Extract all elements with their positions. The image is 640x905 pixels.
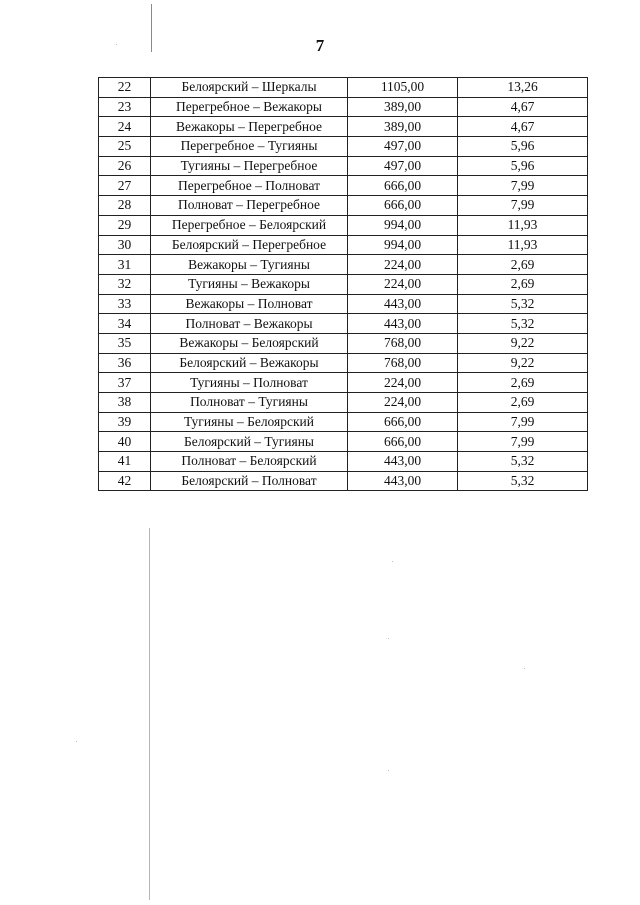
route-cell: Вежакоры – Тугияны: [151, 255, 348, 275]
scan-speck: [392, 561, 393, 562]
table-row: [99, 137, 588, 157]
row-number-cell: 28: [99, 196, 151, 216]
row-number-cell: 41: [99, 452, 151, 472]
route-cell: Полноват – Тугияны: [151, 393, 348, 413]
rate-cell: 9,22: [458, 353, 588, 373]
scan-speck: [388, 638, 389, 639]
page-number: 7: [315, 36, 325, 55]
route-cell: Белоярский – Вежакоры: [151, 353, 348, 373]
table-row: [99, 393, 588, 413]
row-number-cell: 23: [99, 97, 151, 117]
table-row: [99, 333, 588, 353]
table-row: [99, 117, 588, 137]
route-cell: Вежакоры – Белоярский: [151, 333, 348, 353]
table-row: [99, 97, 588, 117]
price-cell: 666,00: [348, 196, 458, 216]
route-cell: Перегребное – Полноват: [151, 176, 348, 196]
row-number-cell: 38: [99, 393, 151, 413]
row-number-cell: 30: [99, 235, 151, 255]
price-cell: 224,00: [348, 255, 458, 275]
route-cell: Тугияны – Вежакоры: [151, 274, 348, 294]
table-row: [99, 156, 588, 176]
rate-cell: 5,96: [458, 156, 588, 176]
route-cell: Полноват – Перегребное: [151, 196, 348, 216]
route-cell: Вежакоры – Полноват: [151, 294, 348, 314]
row-number-cell: 37: [99, 373, 151, 393]
price-cell: 497,00: [348, 137, 458, 157]
rate-cell: 7,99: [458, 432, 588, 452]
rate-cell: 2,69: [458, 373, 588, 393]
table-row: [99, 353, 588, 373]
price-cell: 768,00: [348, 333, 458, 353]
row-number-cell: 29: [99, 215, 151, 235]
table-row: [99, 196, 588, 216]
tariff-table-body: [99, 78, 588, 491]
row-number-cell: 42: [99, 471, 151, 491]
row-number-cell: 35: [99, 333, 151, 353]
scan-speck: [388, 770, 389, 771]
row-number-cell: 36: [99, 353, 151, 373]
price-cell: 497,00: [348, 156, 458, 176]
price-cell: 389,00: [348, 97, 458, 117]
price-cell: 224,00: [348, 373, 458, 393]
table-row: [99, 452, 588, 472]
table-row: [99, 235, 588, 255]
rate-cell: 2,69: [458, 393, 588, 413]
tariff-table: [98, 77, 588, 491]
price-cell: 443,00: [348, 294, 458, 314]
row-number-cell: 24: [99, 117, 151, 137]
rate-cell: 7,99: [458, 176, 588, 196]
price-cell: 994,00: [348, 235, 458, 255]
row-number-cell: 32: [99, 274, 151, 294]
table-row: [99, 432, 588, 452]
table-row: [99, 314, 588, 334]
rate-cell: 11,93: [458, 235, 588, 255]
route-cell: Тугияны – Полноват: [151, 373, 348, 393]
price-cell: 443,00: [348, 314, 458, 334]
table-row: [99, 412, 588, 432]
route-cell: Белоярский – Полноват: [151, 471, 348, 491]
price-cell: 443,00: [348, 452, 458, 472]
rate-cell: 7,99: [458, 412, 588, 432]
rate-cell: 4,67: [458, 117, 588, 137]
price-cell: 768,00: [348, 353, 458, 373]
price-cell: 1105,00: [348, 78, 458, 98]
rate-cell: 5,32: [458, 314, 588, 334]
row-number-cell: 22: [99, 78, 151, 98]
table-row: [99, 255, 588, 275]
route-cell: Полноват – Белоярский: [151, 452, 348, 472]
table-row: [99, 373, 588, 393]
route-cell: Перегребное – Вежакоры: [151, 97, 348, 117]
route-cell: Белоярский – Перегребное: [151, 235, 348, 255]
price-cell: 666,00: [348, 432, 458, 452]
price-cell: 994,00: [348, 215, 458, 235]
rate-cell: 11,93: [458, 215, 588, 235]
scan-speck: [76, 741, 77, 742]
price-cell: 224,00: [348, 274, 458, 294]
table-row: [99, 215, 588, 235]
row-number-cell: 33: [99, 294, 151, 314]
row-number-cell: 39: [99, 412, 151, 432]
scan-speck: [524, 668, 525, 669]
route-cell: Перегребное – Тугияны: [151, 137, 348, 157]
row-number-cell: 26: [99, 156, 151, 176]
row-number-cell: 34: [99, 314, 151, 334]
route-cell: Белоярский – Шеркалы: [151, 78, 348, 98]
route-cell: Перегребное – Белоярский: [151, 215, 348, 235]
row-number-cell: 27: [99, 176, 151, 196]
row-number-cell: 31: [99, 255, 151, 275]
route-cell: Тугияны – Перегребное: [151, 156, 348, 176]
price-cell: 443,00: [348, 471, 458, 491]
price-cell: 666,00: [348, 412, 458, 432]
table-row: [99, 274, 588, 294]
table-row: [99, 176, 588, 196]
rate-cell: 13,26: [458, 78, 588, 98]
price-cell: 389,00: [348, 117, 458, 137]
rate-cell: 5,32: [458, 471, 588, 491]
rate-cell: 4,67: [458, 97, 588, 117]
row-number-cell: 25: [99, 137, 151, 157]
row-number-cell: 40: [99, 432, 151, 452]
rate-cell: 7,99: [458, 196, 588, 216]
route-cell: Полноват – Вежакоры: [151, 314, 348, 334]
route-cell: Тугияны – Белоярский: [151, 412, 348, 432]
rate-cell: 9,22: [458, 333, 588, 353]
rate-cell: 5,32: [458, 452, 588, 472]
rate-cell: 2,69: [458, 255, 588, 275]
route-cell: Вежакоры – Перегребное: [151, 117, 348, 137]
rate-cell: 2,69: [458, 274, 588, 294]
rate-cell: 5,32: [458, 294, 588, 314]
price-cell: 224,00: [348, 393, 458, 413]
table-row: [99, 471, 588, 491]
rate-cell: 5,96: [458, 137, 588, 157]
scan-margin-line-bottom: [149, 528, 150, 900]
route-cell: Белоярский – Тугияны: [151, 432, 348, 452]
table-row: [99, 78, 588, 98]
table-row: [99, 294, 588, 314]
price-cell: 666,00: [348, 176, 458, 196]
